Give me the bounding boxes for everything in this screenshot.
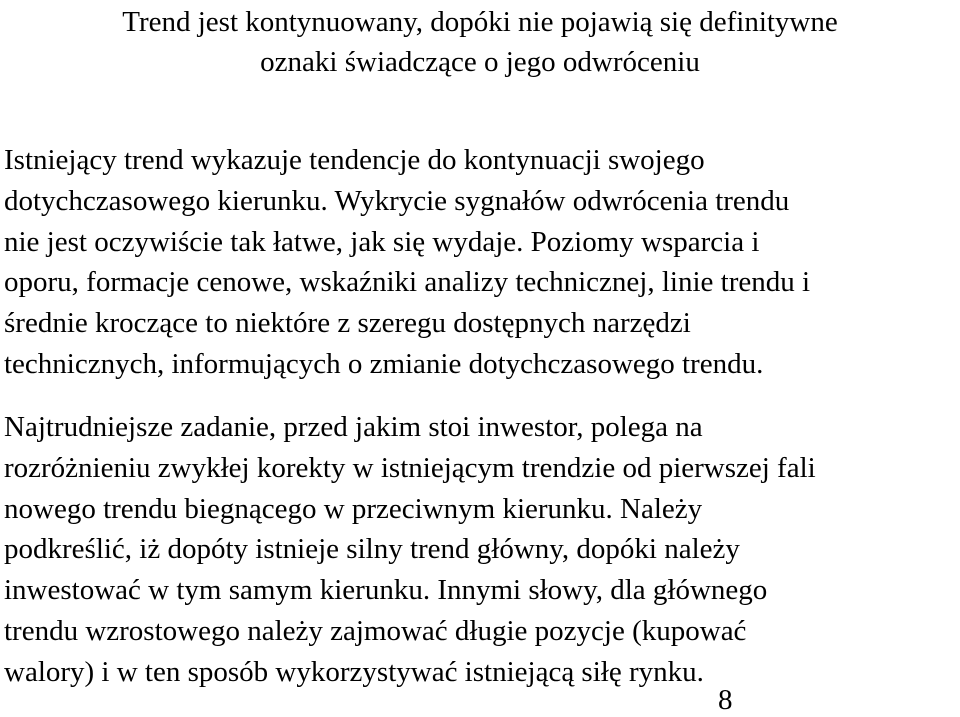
paragraph-line: rozróżnieniu zwykłej korekty w istniejącym trendzie od pierwszej fali — [4, 451, 816, 484]
title-line: oznaki świadczące o jego odwróceniu — [260, 46, 700, 78]
slide-title — [40, 2, 920, 82]
paragraph-line: oporu, formacje cenowe, wskaźniki analizy technicznej, linie trendu i — [4, 266, 811, 299]
paragraph-trend-continuation — [4, 140, 958, 385]
paragraph-line: Istniejący trend wykazuje tendencje do kontynuacji swojego — [4, 144, 705, 176]
paragraph-line: nie jest oczywiście tak łatwe, jak się wydaje. Poziomy wsparcia i — [4, 225, 760, 258]
title-line: Trend jest kontynuowany, dopóki nie pojawią się definitywne — [122, 6, 838, 38]
page-number: 8 — [718, 684, 733, 716]
paragraph-line: technicznych, informujących o zmianie dotychczasowego trendu. — [4, 347, 764, 380]
paragraph-line: podkreślić, iż dopóty istnieje silny trend główny, dopóki należy — [4, 533, 740, 566]
paragraph-line: średnie kroczące to niektóre z szeregu dostępnych narzędzi — [4, 307, 691, 340]
paragraph-line: walory) i w ten sposób wykorzystywać istniejącą siłę rynku. — [4, 655, 704, 688]
paragraph-line: nowego trendu biegnącego w przeciwnym kierunku. Należy — [4, 492, 703, 525]
paragraph-line: trendu wzrostowego należy zajmować długie pozycje (kupować — [4, 614, 747, 647]
paragraph-investor-task — [4, 407, 958, 693]
paragraph-line: Najtrudniejsze zadanie, przed jakim stoi inwestor, polega na — [4, 411, 703, 443]
paragraph-line: dotychczasowego kierunku. Wykrycie sygnałów odwrócenia trendu — [4, 184, 790, 217]
paragraph-line: inwestować w tym samym kierunku. Innymi słowy, dla głównego — [4, 574, 768, 607]
